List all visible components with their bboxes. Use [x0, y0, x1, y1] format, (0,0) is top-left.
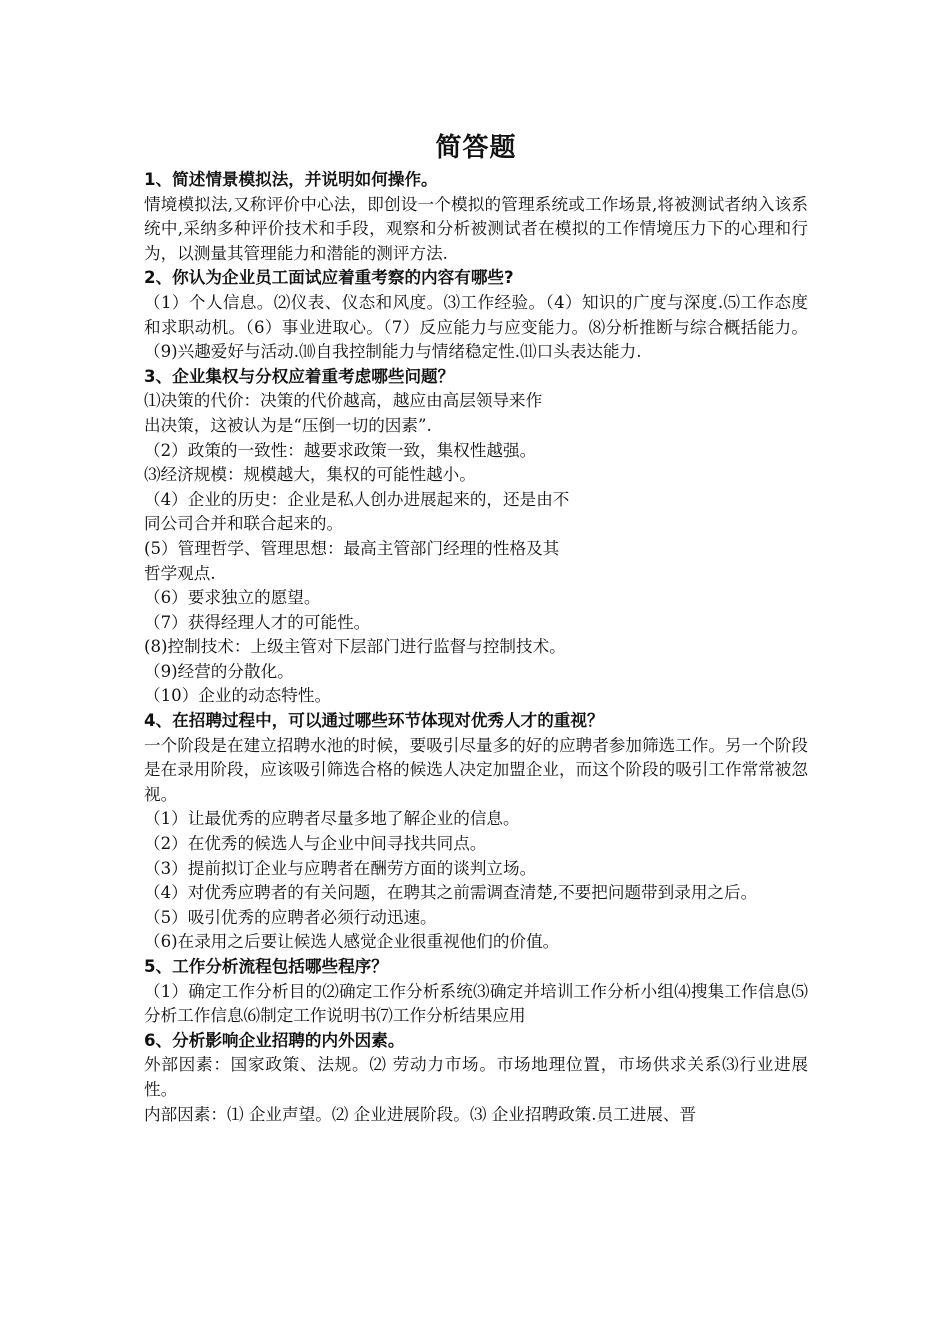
- answer-line: (5）管理哲学、管理思想：最高主管部门经理的性格及其: [144, 538, 560, 558]
- question-heading: 5、工作分析流程包括哪些程序？: [144, 957, 388, 976]
- question-heading: 4、在招聘过程中，可以通过哪些环节体现对优秀人才的重视？: [144, 711, 604, 731]
- page-title: 简答题: [435, 133, 517, 163]
- answer-paragraph: （3）提前拟订企业与应聘者在酬劳方面的谈判立场。: [144, 858, 537, 878]
- answer-paragraph: （1）确定工作分析目的⑵确定工作分析系统⑶确定并培训工作分析小组⑷搜集工作信息⑸分析工作信息⑹制定工作说明书⑺工作分析结果应用: [144, 981, 808, 1026]
- answer-line: 出决策，这被认为是“压倒一切的因素”.: [144, 415, 432, 435]
- answer-paragraph: （1）个人信息。⑵仪表、仪态和风度。⑶工作经验。（4）知识的广度与深度.⑸工作态度和求职动机。（6）事业进取心。（7）反应能力与应变能力。⑻分析推断与综合概括能力。（9)兴趣爱好与活动.⑽自我控制能力与情绪稳定性.⑾口头表达能力.: [144, 292, 808, 362]
- answer-paragraph: （5）吸引优秀的应聘者必须行动迅速。: [144, 907, 437, 927]
- answer-paragraph: （1）让最优秀的应聘者尽量多地了解企业的信息。: [144, 809, 520, 829]
- section-1: [144, 168, 808, 266]
- answer-paragraph: 一个阶段是在建立招聘水池的时候，要吸引尽量多的好的应聘者参加筛选工作。另一个阶段是在录用阶段，应该吸引筛选合格的候选人决定加盟企业，而这个阶段的吸引工作常常被忽视。: [144, 735, 808, 804]
- answer-line: ⑶经济规模：规模越大，集权的可能性越小。: [144, 465, 476, 485]
- answer-line: 同公司合并和联合起来的。: [144, 514, 344, 534]
- answer-paragraph: （4）对优秀应聘者的有关问题，在聘其之前需调查清楚,不要把问题带到录用之后。: [144, 883, 758, 903]
- answer-paragraph: 内部因素：⑴ 企业声望。⑵ 企业进展阶段。⑶ 企业招聘政策.员工进展、晋: [144, 1104, 697, 1124]
- answer-line: 哲学观点.: [144, 563, 216, 583]
- answer-line: （4）企业的历史：企业是私人创办进展起来的，还是由不: [144, 489, 570, 509]
- section-6: [144, 1029, 808, 1127]
- section-5: [144, 955, 808, 1029]
- question-heading: 3、企业集权与分权应着重考虑哪些问题？: [144, 366, 455, 386]
- answer-line: （9)经营的分散化。: [144, 661, 294, 681]
- answer-line: （7）获得经理人才的可能性。: [144, 612, 371, 632]
- section-2: [144, 266, 808, 364]
- section-4: [144, 709, 808, 955]
- answer-paragraph: 情境模拟法,又称评价中心法，即创设一个模拟的管理系统或工作场景,将被测试者纳入该系统中,采纳多种评价技术和手段，观察和分析被测试者在模拟的工作情境压力下的心理和行为，以测量其管理能力和潜能的测评方法.: [144, 194, 808, 263]
- answer-line: ⑴决策的代价：决策的代价越高，越应由高层领导来作: [144, 391, 543, 411]
- answer-line: （2）政策的一致性：越要求政策一致，集权性越强。: [144, 440, 537, 460]
- document-page: [144, 128, 808, 1127]
- answer-line: （6）要求独立的愿望。: [144, 588, 321, 608]
- answer-paragraph: （2）在优秀的候选人与企业中间寻找共同点。: [144, 834, 487, 854]
- section-3: [144, 365, 808, 709]
- answer-paragraph: 外部因素：国家政策、法规。⑵ 劳动力市场。市场地理位置，市场供求关系⑶行业进展性。: [144, 1055, 808, 1099]
- question-heading: 1、简述情景模拟法，并说明如何操作。: [144, 170, 438, 189]
- answer-line: (8)控制技术：上级主管对下层部门进行监督与控制技术。: [144, 637, 566, 657]
- answer-paragraph: （6)在录用之后要让候选人感觉企业很重视他们的价值。: [144, 932, 560, 952]
- answer-line: （10）企业的动态特性。: [144, 686, 332, 706]
- question-heading: 6、分析影响企业招聘的内外因素。: [144, 1030, 405, 1050]
- question-heading: 2、你认为企业员工面试应着重考察的内容有哪些?: [144, 268, 514, 288]
